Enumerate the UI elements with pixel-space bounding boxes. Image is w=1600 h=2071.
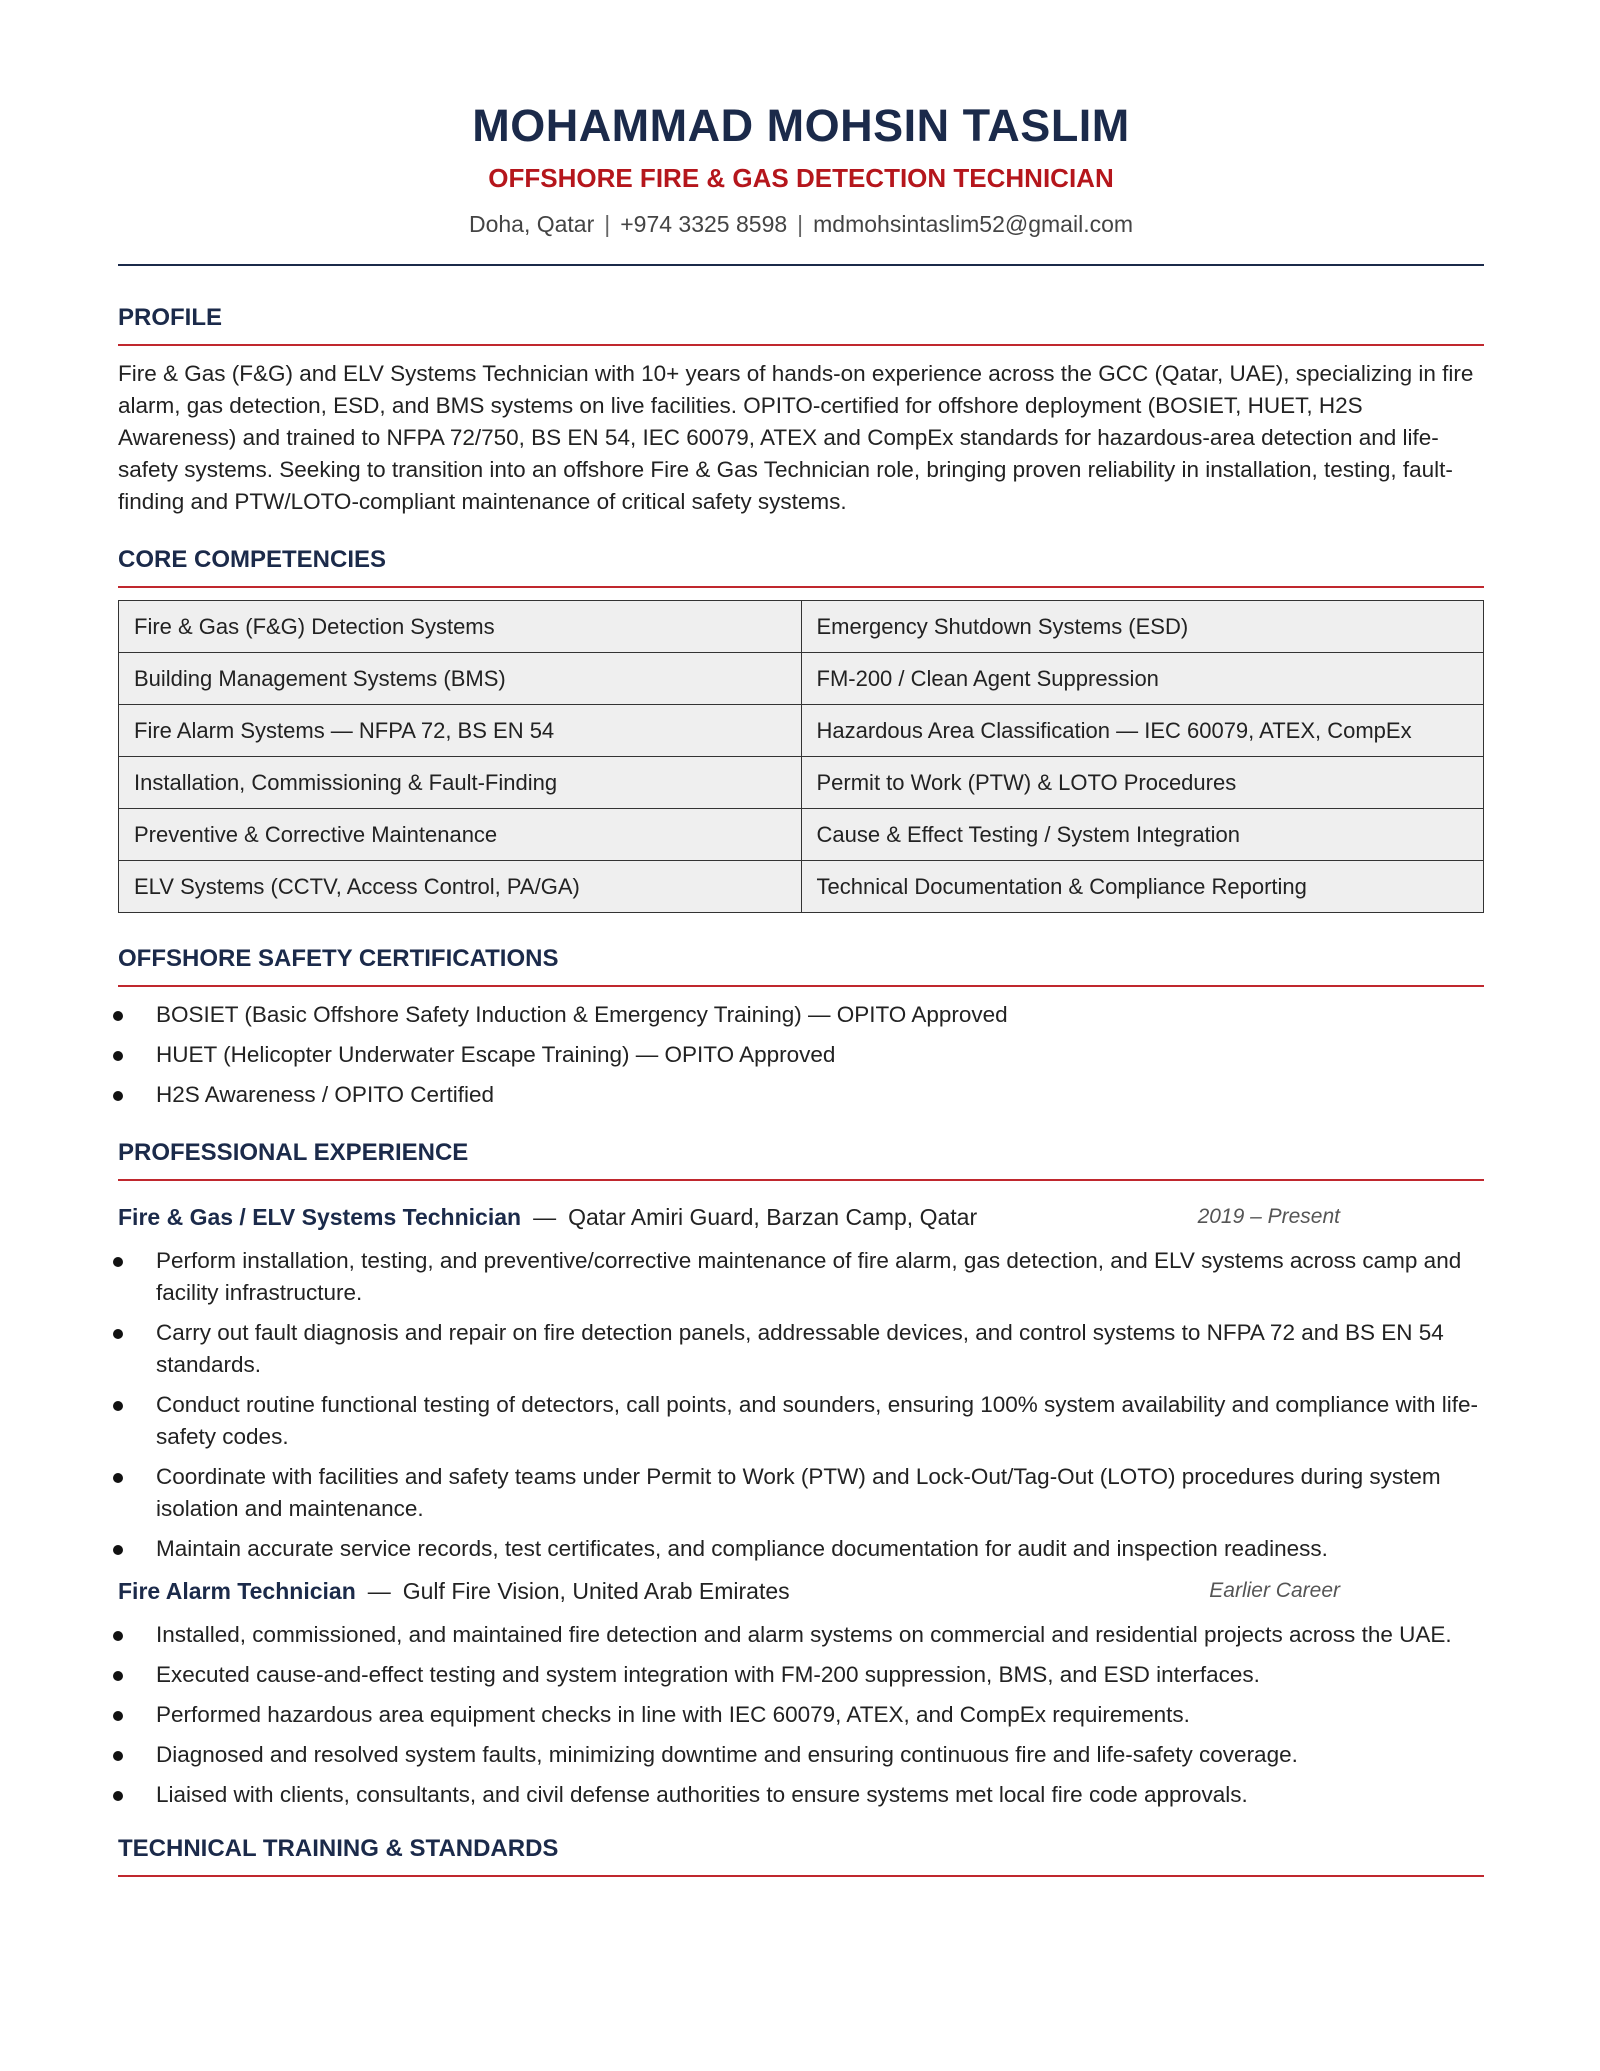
contact-separator: | [604,211,611,237]
table-row [119,705,1484,757]
section-heading-experience: PROFESSIONAL EXPERIENCE [118,1137,1484,1181]
competencies-table [118,600,1484,913]
list-item: Installed, commissioned, and maintained fire detection and alarm systems on commercial and residential projects across the UAE. [118,1619,1484,1651]
header-divider [118,264,1484,266]
job-dash: — [367,1578,391,1604]
job-company: Gulf Fire Vision, United Arab Emirates [402,1578,790,1604]
list-item: Perform installation, testing, and preventive/corrective maintenance of fire alarm, gas detection, and ELV systems across camp and facility infrastructure. [118,1245,1484,1309]
certifications-list [118,999,1484,1111]
table-cell: Hazardous Area Classification — IEC 60079, ATEX, CompEx [801,705,1484,757]
list-item: Executed cause-and-effect testing and system integration with FM-200 suppression, BMS, and ESD interfaces. [118,1659,1484,1691]
list-item: HUET (Helicopter Underwater Escape Training) — OPITO Approved [118,1039,1484,1071]
job-company: Qatar Amiri Guard, Barzan Camp, Qatar [568,1204,978,1230]
table-cell: Permit to Work (PTW) & LOTO Procedures [801,757,1484,809]
section-heading-certifications: OFFSHORE SAFETY CERTIFICATIONS [118,943,1484,987]
table-cell: FM-200 / Clean Agent Suppression [801,653,1484,705]
table-cell: Fire & Gas (F&G) Detection Systems [119,601,802,653]
profile-summary: Fire & Gas (F&G) and ELV Systems Technician with 10+ years of hands-on experience across the GCC (Qatar, UAE), specializing in fire alarm, gas detection, ESD, and BMS systems on live facilities. OPITO-certified for offshore deployment (BOSIET, HUET, H2S Awareness) and trained to NFPA 72/750, BS EN 54, IEC 60079, ATEX and CompEx standards for hazardous-area detection and life-safety systems. Seeking to transition into an offshore Fire & Gas Technician role, bringing proven reliability in installation, testing, fault-finding and PTW/LOTO-compliant maintenance of critical safety systems. [118,361,1474,514]
table-cell: Emergency Shutdown Systems (ESD) [801,601,1484,653]
job-dates: Earlier Career [1209,1579,1340,1602]
contact-separator: | [797,211,804,237]
table-row [119,601,1484,653]
table-cell: Technical Documentation & Compliance Reporting [801,861,1484,913]
list-item: Performed hazardous area equipment checks in line with IEC 60079, ATEX, and CompEx requirements. [118,1699,1484,1731]
job-bullets [118,1245,1484,1565]
job-target-title: OFFSHORE FIRE & GAS DETECTION TECHNICIAN [488,163,1114,193]
table-cell: Building Management Systems (BMS) [119,653,802,705]
contact-email[interactable]: mdmohsintaslim52@gmail.com [813,211,1134,237]
list-item: Diagnosed and resolved system faults, minimizing downtime and ensuring continuous fire and life-safety coverage. [118,1739,1484,1771]
table-row [119,757,1484,809]
job-title: Fire & Gas / ELV Systems Technician [118,1204,522,1230]
table-row [119,809,1484,861]
table-cell: Installation, Commissioning & Fault-Finding [119,757,802,809]
contact-line [118,208,1484,240]
job-title: Fire Alarm Technician [118,1578,356,1604]
list-item: Conduct routine functional testing of detectors, call points, and sounders, ensuring 100% system availability and compliance with life-safety codes. [118,1389,1484,1453]
table-row [119,653,1484,705]
contact-location: Doha, Qatar [468,211,595,237]
job-header [118,1201,1484,1233]
table-cell: Cause & Effect Testing / System Integration [801,809,1484,861]
list-item: Carry out fault diagnosis and repair on fire detection panels, addressable devices, and control systems to NFPA 72 and BS EN 54 standards. [118,1317,1484,1381]
job-dates: 2019 – Present [1197,1205,1340,1228]
job-header [118,1575,1484,1607]
table-cell: Fire Alarm Systems — NFPA 72, BS EN 54 [119,705,802,757]
contact-phone[interactable]: +974 3325 8598 [620,211,788,237]
section-heading-competencies: CORE COMPETENCIES [118,544,1484,588]
resume-page [118,0,1484,1877]
list-item: H2S Awareness / OPITO Certified [118,1079,1484,1111]
section-heading-profile: PROFILE [118,302,1484,346]
table-cell: Preventive & Corrective Maintenance [119,809,802,861]
table-row [119,861,1484,913]
section-heading-training: TECHNICAL TRAINING & STANDARDS [118,1833,1484,1877]
list-item: Maintain accurate service records, test certificates, and compliance documentation for audit and inspection readiness. [118,1533,1484,1565]
list-item: BOSIET (Basic Offshore Safety Induction & Emergency Training) — OPITO Approved [118,999,1484,1031]
job-bullets [118,1619,1484,1811]
list-item: Liaised with clients, consultants, and civil defense authorities to ensure systems met local fire code approvals. [118,1779,1484,1811]
candidate-name: MOHAMMAD MOHSIN TASLIM [472,100,1130,151]
list-item: Coordinate with facilities and safety teams under Permit to Work (PTW) and Lock-Out/Tag-Out (LOTO) procedures during system isolation and maintenance. [118,1461,1484,1525]
table-cell: ELV Systems (CCTV, Access Control, PA/GA) [119,861,802,913]
job-dash: — [533,1204,557,1230]
